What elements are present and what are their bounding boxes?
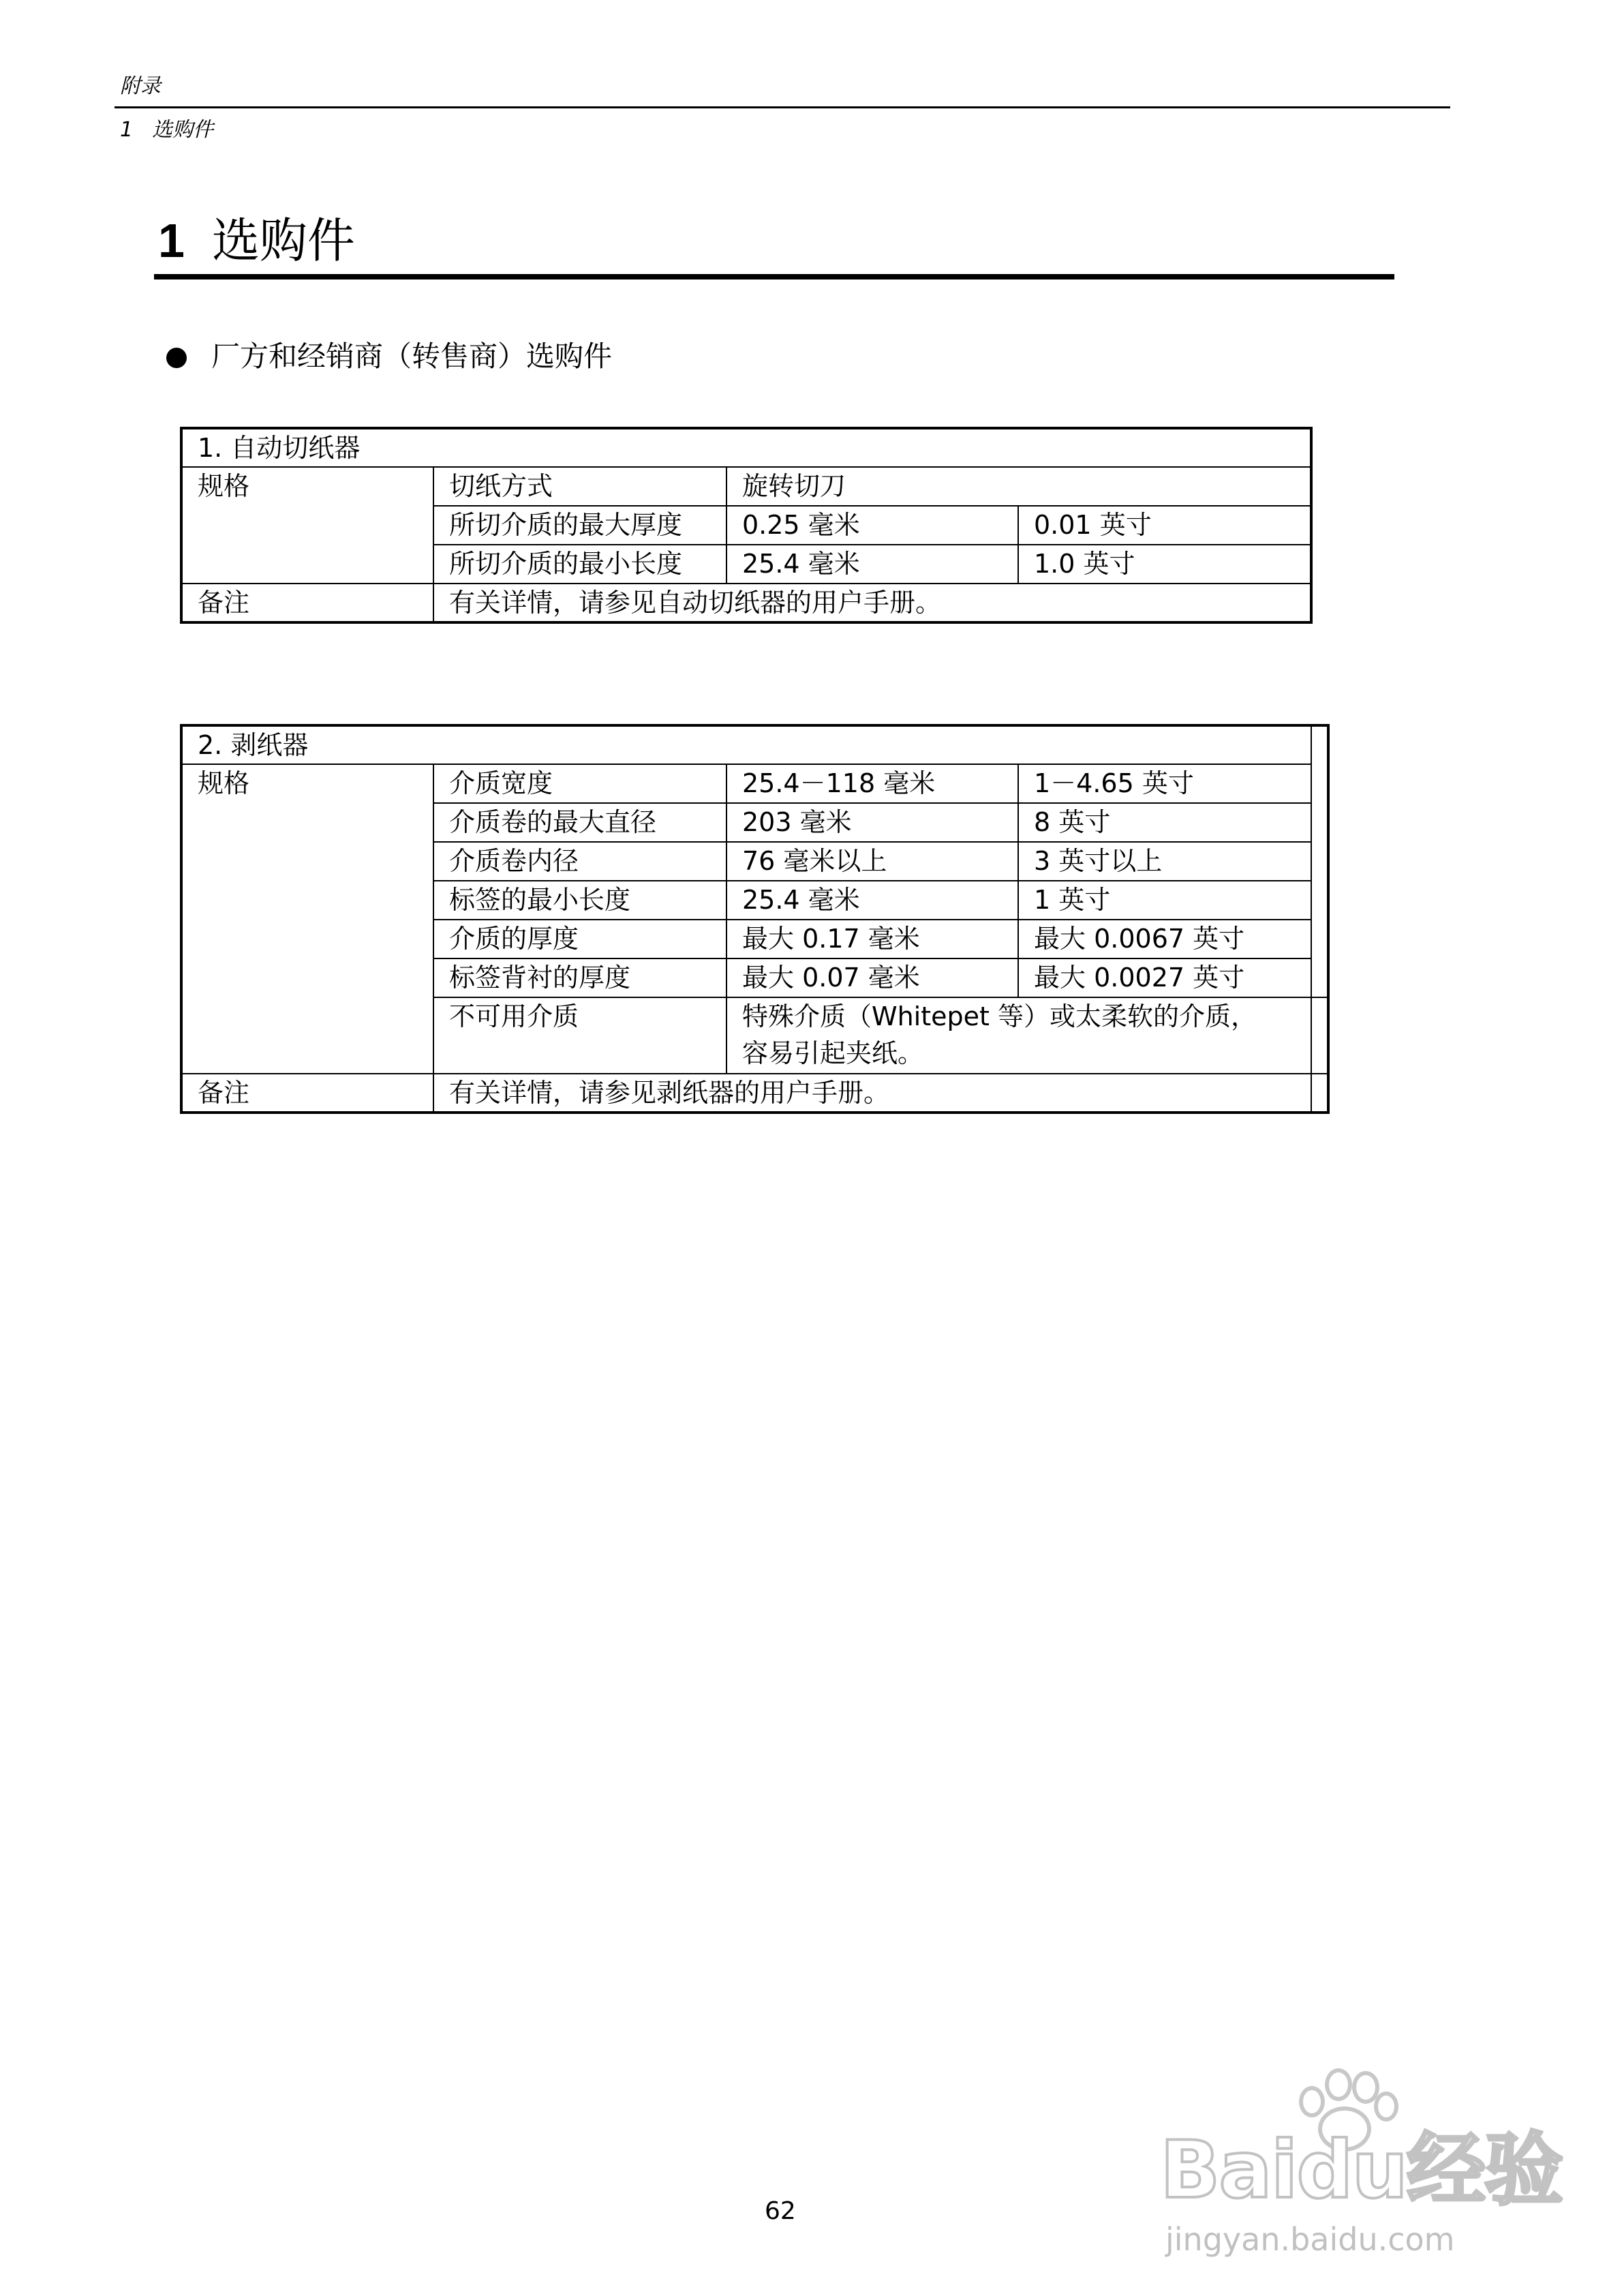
spec-metric: 最大 0.07 毫米	[726, 958, 1018, 997]
spec-imperial: 0.01 英寸	[1018, 506, 1311, 545]
spec-metric: 76 毫米以上	[726, 842, 1018, 881]
spec-metric: 最大 0.17 毫米	[726, 920, 1018, 958]
note-label: 备注	[181, 584, 433, 622]
watermark-logo: Baidu经验	[1160, 2124, 1563, 2216]
spec-value	[726, 997, 1311, 1074]
spec-metric: 25.4 毫米	[726, 545, 1018, 584]
spec-item: 不可用介质	[433, 997, 726, 1074]
spec-imperial: 8 英寸	[1018, 803, 1311, 842]
page-number: 62	[765, 2197, 796, 2225]
spec-imperial: 最大 0.0067 英寸	[1018, 920, 1311, 958]
watermark	[1152, 2066, 1563, 2270]
spec-item: 切纸方式	[433, 467, 726, 506]
spec-imperial: 1－4.65 英寸	[1018, 764, 1311, 803]
spec-imperial: 1.0 英寸	[1018, 545, 1311, 584]
running-section-number: 1	[120, 118, 134, 142]
spec-label: 规格	[181, 467, 433, 584]
spec-metric: 203 毫米	[726, 803, 1018, 842]
spec-item: 所切介质的最大厚度	[433, 506, 726, 545]
spec-item: 标签的最小长度	[433, 881, 726, 920]
peeler-table	[180, 724, 1330, 1114]
spec-imperial: 1 英寸	[1018, 881, 1311, 920]
watermark-url: jingyan.baidu.com	[1165, 2221, 1455, 2258]
spec-item: 标签背衬的厚度	[433, 958, 726, 997]
chapter-title-text: 选购件	[211, 213, 355, 269]
running-header-title: 附录	[120, 74, 161, 98]
empty-cell	[1311, 997, 1328, 1074]
spec-imperial: 最大 0.0027 英寸	[1018, 958, 1311, 997]
spec-value: 旋转切刀	[726, 467, 1311, 506]
spec-value-line: 容易引起夹纸。	[742, 1038, 924, 1068]
spec-metric: 0.25 毫米	[726, 506, 1018, 545]
bullet-icon	[166, 348, 187, 368]
table-caption: 1. 自动切纸器	[181, 428, 1311, 467]
note-text: 有关详情，请参见自动切纸器的用户手册。	[433, 584, 1311, 622]
chapter-title	[158, 213, 355, 269]
chapter-title-rule	[154, 274, 1394, 280]
spec-item: 介质宽度	[433, 764, 726, 803]
spec-label: 规格	[181, 764, 433, 1074]
spec-item: 介质的厚度	[433, 920, 726, 958]
spec-imperial: 3 英寸以上	[1018, 842, 1311, 881]
table-caption: 2. 剥纸器	[181, 725, 1311, 764]
running-header-section	[120, 120, 213, 140]
section-title: 厂方和经销商（转售商）选购件	[211, 339, 613, 373]
auto-cutter-table	[180, 427, 1313, 624]
spec-metric: 25.4－118 毫米	[726, 764, 1018, 803]
running-section-title: 选购件	[152, 118, 214, 142]
spec-value-line: 特殊介质（Whitepet 等）或太柔软的介质，	[742, 1001, 1257, 1031]
header-rule	[114, 106, 1450, 108]
spec-item: 介质卷内径	[433, 842, 726, 881]
note-label: 备注	[181, 1074, 433, 1113]
spec-metric: 25.4 毫米	[726, 881, 1018, 920]
spec-item: 所切介质的最小长度	[433, 545, 726, 584]
note-text: 有关详情，请参见剥纸器的用户手册。	[433, 1074, 1311, 1113]
chapter-number: 1	[158, 214, 185, 267]
spec-item: 介质卷的最大直径	[433, 803, 726, 842]
